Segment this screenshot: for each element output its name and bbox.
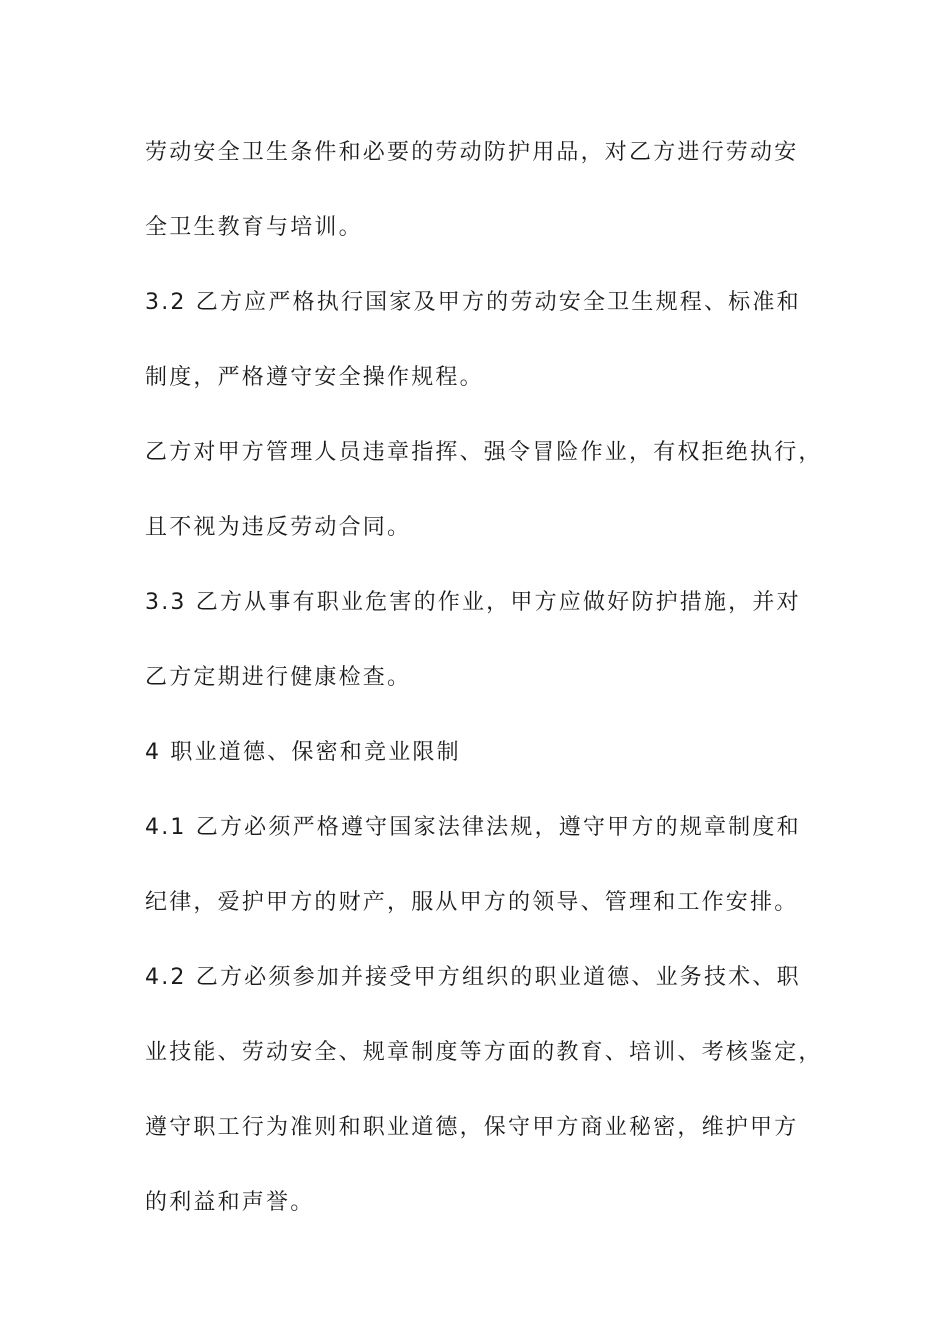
text-line: 3.3 乙方从事有职业危害的作业，甲方应做好防护措施，并对 xyxy=(145,590,801,615)
text-line: 4.1 乙方必须严格遵守国家法律法规，遵守甲方的规章制度和 xyxy=(145,815,801,840)
text-line: 3.2 乙方应严格执行国家及甲方的劳动安全卫生规程、标准和 xyxy=(145,290,801,315)
text-line: 业技能、劳动安全、规章制度等方面的教育、培训、考核鉴定， xyxy=(145,1040,823,1065)
text-line: 且不视为违反劳动合同。 xyxy=(145,515,412,540)
text-line: 4.2 乙方必须参加并接受甲方组织的职业道德、业务技术、职 xyxy=(145,965,801,990)
text-line: 劳动安全卫生条件和必要的劳动防护用品，对乙方进行劳动安 xyxy=(145,140,799,165)
text-line: 的利益和声誉。 xyxy=(145,1190,315,1215)
text-line: 纪律，爱护甲方的财产，服从甲方的领导、管理和工作安排。 xyxy=(145,890,799,915)
section-heading: 4 职业道德、保密和竞业限制 xyxy=(145,740,461,765)
text-line: 全卫生教育与培训。 xyxy=(145,215,363,240)
text-line: 遵守职工行为准则和职业道德，保守甲方商业秘密，维护甲方 xyxy=(145,1115,799,1140)
text-line: 乙方定期进行健康检查。 xyxy=(145,665,412,690)
text-line: 制度，严格遵守安全操作规程。 xyxy=(145,365,484,390)
text-line: 乙方对甲方管理人员违章指挥、强令冒险作业，有权拒绝执行， xyxy=(145,440,823,465)
